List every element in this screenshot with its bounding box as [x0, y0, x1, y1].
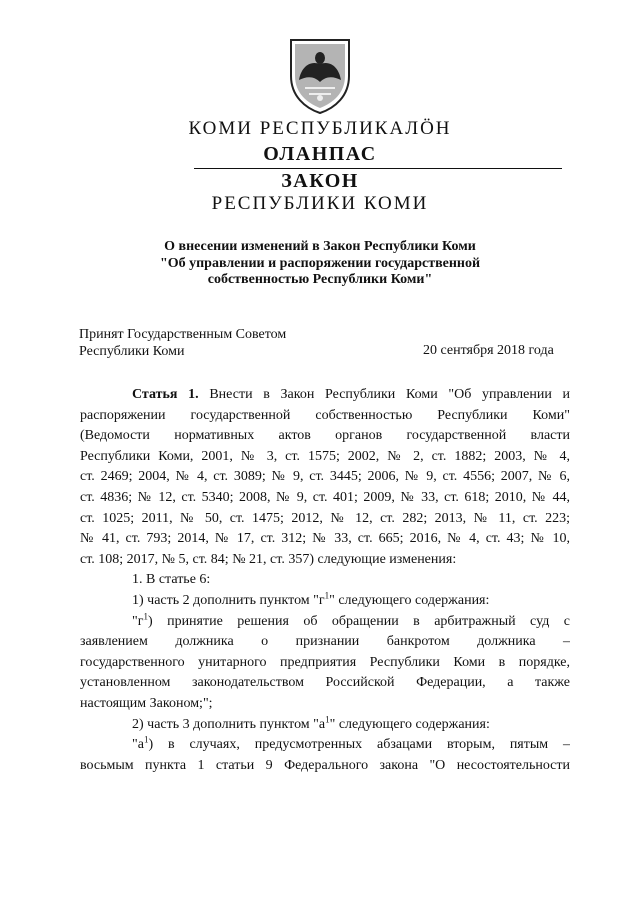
header-respubliki-komi: РЕСПУБЛИКИ КОМИ — [211, 193, 429, 214]
body-line: восьмым пункта 1 статьи 9 Федерального закона "О несостоятельности — [80, 757, 570, 773]
komi-coat-of-arms-icon — [287, 36, 353, 116]
item-text: 2) часть 3 дополнить пунктом "а — [132, 716, 326, 732]
item-text: "а — [132, 737, 144, 753]
item-sup: 1 — [143, 735, 149, 745]
body-line: ст. 2469; 2004, № 4, ст. 3089; № 9, ст. 3445; 2006, № 9, ст. 4556; 2007, № 6, — [80, 469, 570, 485]
body-line: ст. 108; 2017, № 5, ст. 84; № 21, ст. 357) следующие изменения: — [80, 551, 457, 567]
law-body — [80, 385, 570, 776]
adoption-line: Принят Государственным Советом — [79, 327, 287, 342]
body-line: установленном законодательством Российской Федерации, а также — [80, 675, 570, 691]
article-text: Внести в Закон Республики Коми "Об управлении и — [209, 387, 570, 402]
item-1: 1. В статье 6: — [132, 572, 211, 588]
adoption-note — [79, 326, 286, 360]
a1-first-line — [80, 735, 570, 756]
item-sup: 1 — [143, 611, 148, 621]
body-line: (Ведомости нормативных актов органов государственной власти — [80, 428, 570, 444]
law-title-line: О внесении изменений в Закон Республики Коми — [164, 239, 476, 254]
item-text: ) принятие решения об обращении в арбитражный суд с — [147, 613, 570, 629]
item-1-2 — [80, 715, 570, 736]
item-sup: 1 — [325, 714, 330, 724]
item-text: 1) часть 2 дополнить пунктом "г — [132, 592, 325, 608]
item-1-1 — [80, 591, 570, 612]
law-title-line: "Об управлении и распоряжении государственной — [159, 255, 481, 271]
header-divider — [194, 168, 562, 169]
body-line: распоряжении государственной собственностью Республики Коми" — [80, 407, 570, 423]
law-title — [0, 239, 640, 289]
item-text: " следующего содержания: — [329, 592, 490, 608]
header-olanpas: ОЛАНПАС — [263, 143, 377, 165]
body-line: заявлением должника о признании банкротом должника – — [80, 634, 570, 650]
body-line: Республики Коми, 2001, № 3, ст. 1575; 2002, № 2, ст. 1882; 2003, № 4, — [80, 448, 570, 464]
item-text: " следующего содержания: — [329, 716, 490, 732]
article-first-line — [80, 385, 570, 406]
item-text: "г — [132, 613, 144, 629]
body-line: ст. 4836; № 12, ст. 5340; 2008, № 9, ст. 401; 2009, № 33, ст. 618; 2010, № 44, — [80, 489, 570, 505]
body-line: № 41, ст. 793; 2014, № 17, ст. 312; № 33, ст. 665; 2016, № 4, ст. 43; № 10, — [80, 531, 570, 547]
item-text: ) в случаях, предусмотренных абзацами вторым, пятым – — [148, 737, 570, 753]
adoption-date: 20 сентября 2018 года — [423, 343, 554, 358]
header-zakon: ЗАКОН — [281, 170, 359, 192]
header-komi-republic: КОМИ РЕСПУБЛИКАЛӦН — [188, 118, 452, 139]
g1-first-line — [80, 612, 570, 633]
body-line: государственного унитарного предприятия Республики Коми в порядке, — [80, 654, 570, 670]
body-line: ст. 1025; 2011, № 50, ст. 1475; 2012, № 12, ст. 282; 2013, № 11, ст. 223; — [80, 510, 570, 526]
article-label: Статья 1. — [132, 387, 199, 402]
law-title-line: собственностью Республики Коми" — [207, 272, 433, 287]
item-sup: 1 — [324, 590, 330, 601]
body-line: настоящим Законом;"; — [80, 695, 213, 711]
adoption-line: Республики Коми — [79, 344, 185, 359]
